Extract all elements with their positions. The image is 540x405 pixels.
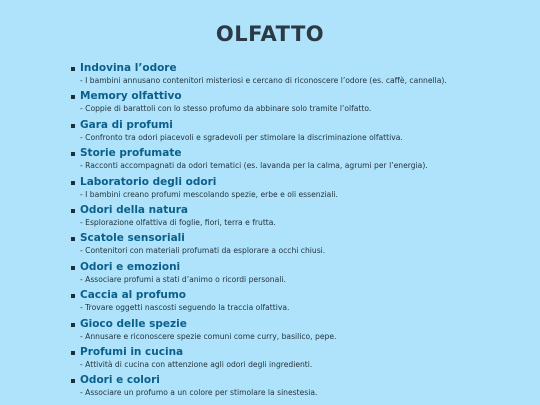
list-item: [70, 176, 510, 204]
bullet-icon: [71, 323, 75, 327]
item-title: Gara di profumi: [80, 118, 173, 131]
bullet-icon: [71, 124, 75, 128]
item-description: - Esplorazione olfattiva di foglie, fiori, terra e frutta.: [80, 217, 276, 227]
list-item: [70, 346, 510, 374]
item-title: Storie profumate: [80, 147, 182, 160]
item-title: Laboratorio degli odori: [80, 175, 217, 188]
activity-list: [70, 62, 510, 403]
item-description: - Racconti accompagnati da odori tematici (es. lavanda per la calma, agrumi per l’energia).: [80, 161, 428, 171]
item-description: - Attività di cucina con attenzione agli odori degli ingredienti.: [80, 359, 313, 369]
bullet-icon: [71, 209, 75, 213]
item-title: Scatole sensoriali: [80, 232, 185, 245]
item-description: - Confronto tra odori piacevoli e sgradevoli per stimolare la discriminazione olfattiva.: [80, 132, 403, 142]
list-item: [70, 119, 510, 147]
item-description: - Associare un profumo a un colore per stimolare la sinestesia.: [80, 388, 318, 398]
item-title: Odori e colori: [80, 374, 160, 387]
bullet-icon: [71, 379, 75, 383]
bullet-icon: [71, 67, 75, 71]
list-item: [70, 204, 510, 232]
item-description: - Trovare oggetti nascosti seguendo la traccia olfattiva.: [80, 303, 290, 313]
list-item: [70, 90, 510, 118]
item-description: - Coppie di barattoli con lo stesso profumo da abbinare solo tramite l’olfatto.: [80, 104, 372, 114]
item-title: Gioco delle spezie: [80, 317, 187, 330]
item-description: - Annusare e riconoscere spezie comuni come curry, basilico, pepe.: [80, 331, 337, 341]
item-title: Memory olfattivo: [80, 90, 182, 103]
list-item: [70, 318, 510, 346]
page-title: OLFATTO: [215, 22, 325, 46]
list-item: [70, 374, 510, 402]
list-item: [70, 232, 510, 260]
list-item: [70, 261, 510, 289]
item-title: Profumi in cucina: [80, 345, 184, 358]
item-title: Caccia al profumo: [80, 289, 187, 302]
list-item: [70, 289, 510, 317]
list-item: [70, 62, 510, 90]
item-description: - Associare profumi a stati d’animo o ricordi personali.: [80, 274, 286, 284]
item-title: Odori e emozioni: [80, 260, 181, 273]
item-description: - I bambini annusano contenitori misteriosi e cercano di riconoscere l’odore (es. caffè, cannella).: [80, 76, 447, 85]
list-item: [70, 147, 510, 175]
item-title: Indovina l’odore: [80, 62, 177, 74]
item-title: Odori della natura: [80, 203, 188, 216]
item-description: - I bambini creano profumi mescolando spezie, erbe e oli essenziali.: [80, 189, 338, 199]
bullet-icon: [71, 95, 75, 99]
bullet-icon: [71, 152, 75, 156]
bullet-icon: [71, 237, 75, 241]
bullet-icon: [71, 266, 75, 270]
bullet-icon: [71, 351, 75, 355]
bullet-icon: [71, 181, 75, 185]
item-description: - Contenitori con materiali profumati da esplorare a occhi chiusi.: [80, 246, 326, 256]
bullet-icon: [71, 294, 75, 298]
